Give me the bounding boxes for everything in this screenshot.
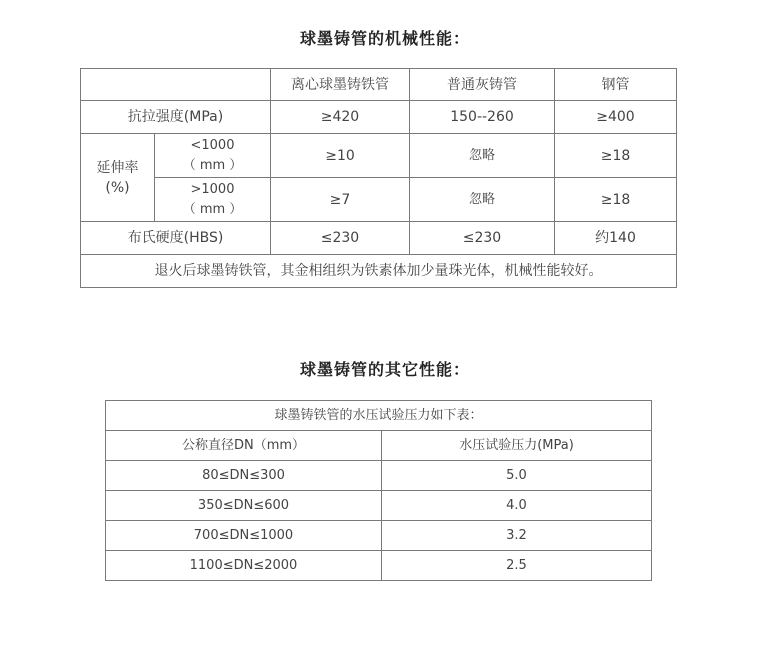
condition-line2: （ mm ） <box>182 157 243 173</box>
table-cell: 150--260 <box>410 101 555 134</box>
elongation-label-line2: (%) <box>105 179 130 196</box>
condition-line2: （ mm ） <box>182 201 243 217</box>
table-row <box>81 134 677 178</box>
table-cell: ≥7 <box>271 178 410 222</box>
table-header-row <box>106 431 652 461</box>
table-caption-row <box>106 401 652 431</box>
table-caption: 球墨铸铁管的水压试验压力如下表： <box>106 401 652 431</box>
table-cell: 4.0 <box>382 491 652 521</box>
table-cell: 3.2 <box>382 521 652 551</box>
condition-line1: <1000 <box>190 137 235 153</box>
table-header-row <box>81 69 677 101</box>
mechanical-properties-table <box>80 68 677 288</box>
elongation-label <box>81 134 155 222</box>
table-cell: 2.5 <box>382 551 652 581</box>
table-cell: 80≤DN≤300 <box>106 461 382 491</box>
condition-line1: >1000 <box>190 181 235 197</box>
table-row <box>106 551 652 581</box>
hardness-label: 布氏硬度(HBS) <box>81 222 271 255</box>
table-row <box>81 178 677 222</box>
elongation-condition-cell <box>155 178 271 222</box>
table-row <box>106 521 652 551</box>
table-cell: 700≤DN≤1000 <box>106 521 382 551</box>
header-test-pressure: 水压试验压力(MPa) <box>382 431 652 461</box>
header-gray-cast-pipe: 普通灰铸管 <box>410 69 555 101</box>
table-cell: 5.0 <box>382 461 652 491</box>
table-cell: ≥420 <box>271 101 410 134</box>
table-cell: ≥10 <box>271 134 410 178</box>
table-note: 退火后球墨铸铁管，其金相组织为铁素体加少量珠光体，机械性能较好。 <box>81 255 677 288</box>
table-row <box>106 491 652 521</box>
table-cell: 1100≤DN≤2000 <box>106 551 382 581</box>
table-note-row <box>81 255 677 288</box>
table-cell: ≥400 <box>555 101 677 134</box>
tensile-strength-label: 抗拉强度(MPa) <box>81 101 271 134</box>
header-ductile-iron-pipe: 离心球墨铸铁管 <box>271 69 410 101</box>
hydrostatic-test-table <box>105 400 652 581</box>
table-cell: ≥18 <box>555 134 677 178</box>
table-row <box>81 222 677 255</box>
table-cell: 忽略 <box>410 134 555 178</box>
header-nominal-diameter: 公称直径DN（mm） <box>106 431 382 461</box>
header-steel-pipe: 钢管 <box>555 69 677 101</box>
table-cell: ≤230 <box>271 222 410 255</box>
other-properties-title: 球墨铸管的其它性能： <box>299 360 470 379</box>
table-row <box>81 101 677 134</box>
elongation-label-line1: 延伸率 <box>96 159 139 176</box>
elongation-condition-cell <box>155 134 271 178</box>
table-row <box>106 461 652 491</box>
table-cell: 忽略 <box>410 178 555 222</box>
mechanical-properties-title: 球墨铸管的机械性能： <box>299 29 470 48</box>
header-corner-cell <box>81 69 271 101</box>
table-cell: ≤230 <box>410 222 555 255</box>
table-cell: 约140 <box>555 222 677 255</box>
table-cell: ≥18 <box>555 178 677 222</box>
table-cell: 350≤DN≤600 <box>106 491 382 521</box>
